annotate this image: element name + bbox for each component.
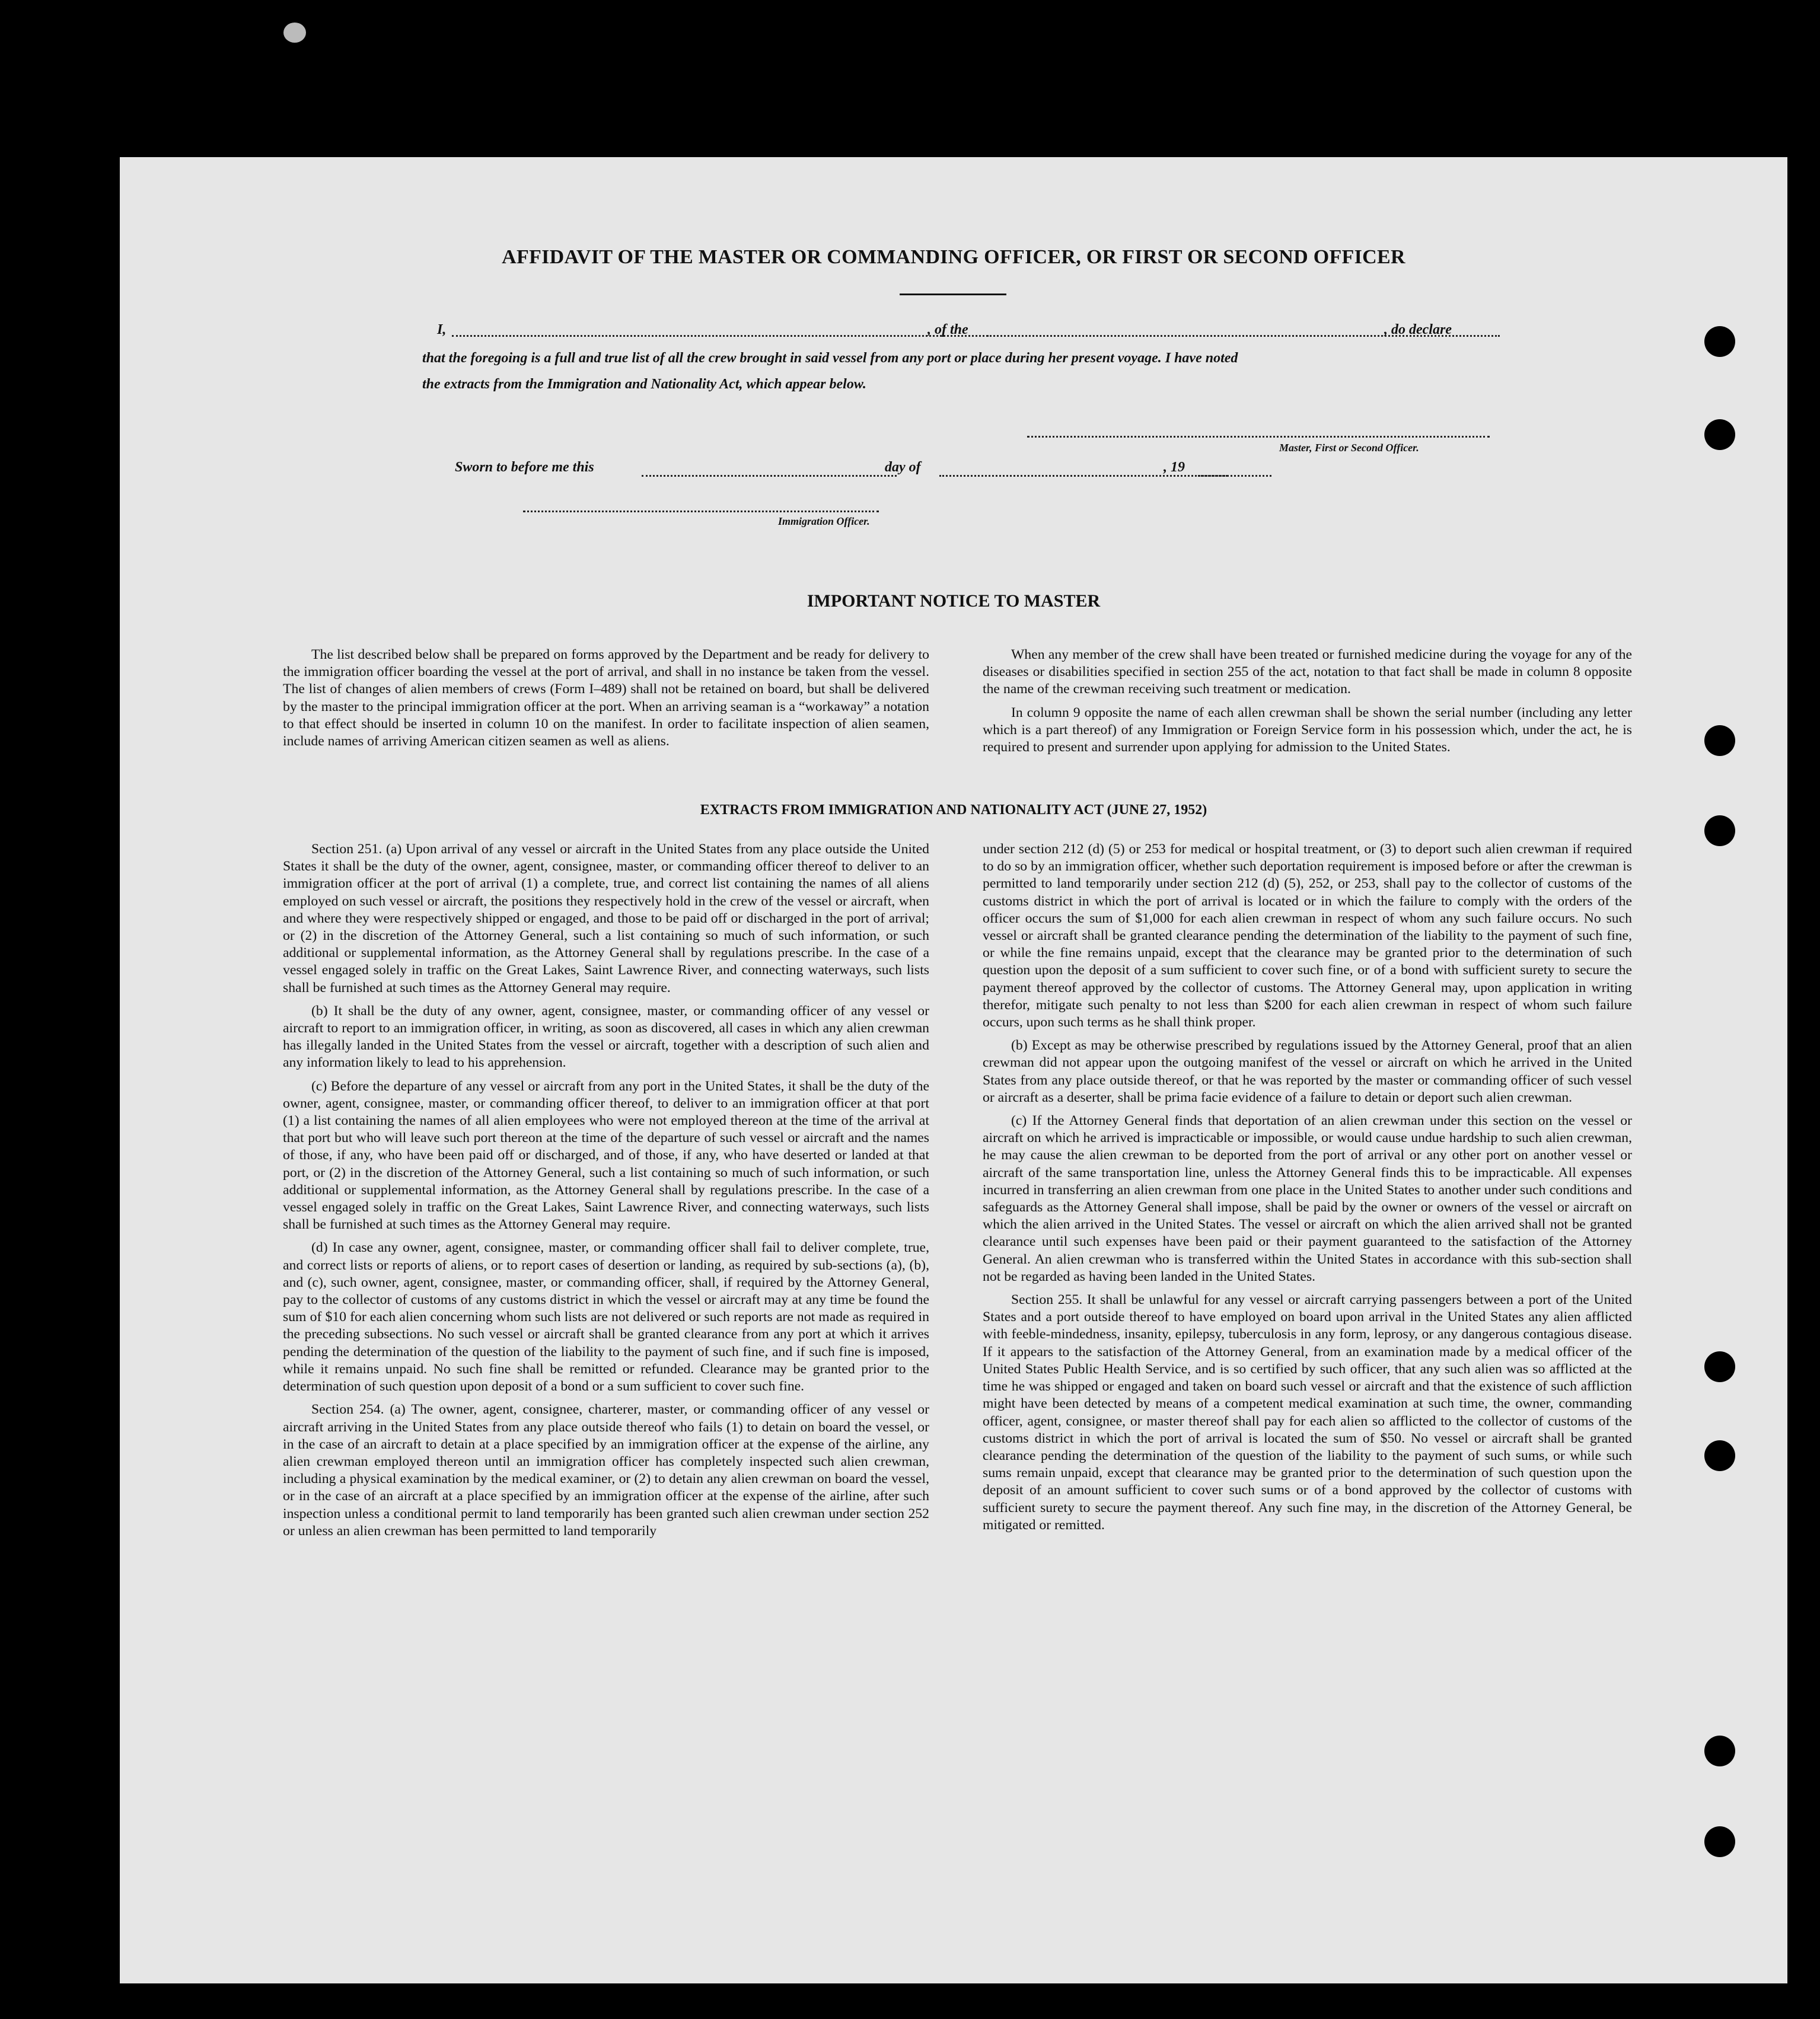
act-paragraph: under section 212 (d) (5) or 253 for medical or hospital treatment, or (3) to deport such alien crewman if required to do so by an immigration officer, whether such deportation requirement is imposed before or after the crewman is permitted to land temporarily under section 212 (d) (5), 252, or 253, shall pay to the collector of customs of the customs district in which the port of arrival is located or in which the failure to comply with the orders of the officer occurs the sum of $1,000 for each alien crewman in respect of whom any such failure occurs. No such vessel or aircraft shall be granted clearance pending the determination of the liability to the payment of such fine, or while the fine remains unpaid, except that the clearance may be granted prior to the determination of such question upon the deposit of a sum sufficient to cover such fine, or of a bond with sufficient surety to secure the payment thereof approved by the collector of customs. The Attorney General may, upon application in writing therefor, mitigate such penalty to not less than $200 for each alien crewman in respect of whom such failure occurs, upon such terms as he shall think proper. [983, 841, 1632, 1031]
punch-hole [1704, 1826, 1735, 1857]
notice-paragraph: In column 9 opposite the name of each allen crewman shall be shown the serial number (including any letter which is a part thereof) of any Immigration or Foreign Service form in his possession which, under the act, he is required to present and surrender upon applying for admission to the United States. [983, 704, 1632, 755]
punch-hole [1704, 326, 1735, 357]
sworn-year-blank[interactable] [1198, 475, 1228, 477]
notice-paragraph: The list described below shall be prepared on forms approved by the Department and be ready for delivery to the immigration officer boarding the vessel at the port of arrival, and shall in no instance be taken from the vessel. The list of changes of alien members of crews (Form I–489) shall not be retained on board, but shall be delivered by the master to the principal immigration officer at the port. When an arriving seaman is a “workaway” a notation to that effect should be inserted in column 10 on the manifest. In order to facilitate inspection of alien seamen, include names of arriving American citizen seamen as well as aliens. [283, 647, 929, 749]
sworn-day-blank[interactable] [642, 475, 897, 477]
act-paragraph: (b) It shall be the duty of any owner, agent, consignee, master, or commanding officer of any vessel or aircraft to report to an immigration officer, in writing, as soon as discovered, all cases in which any alien crewman has illegally landed in the United States from the vessel or aircraft, together with a description of such alien and any information likely to lead to his apprehension. [283, 1003, 929, 1071]
notice-title: IMPORTANT NOTICE TO MASTER [807, 591, 1101, 611]
act-paragraph: (c) If the Attorney General finds that deportation of an alien crewman under this section on the vessel or aircraft on which he arrived is impracticable or impossible, or would cause undue hardship to such alien crewman, he may cause the alien crewman to be deported from the port of arrival or any other port on another vessel or aircraft of the same transportation line, unless the Attorney General finds this to be impracticable. All expenses incurred in transferring an alien crewman from one place in the United States to another under such conditions and safeguards as the Attorney General shall impose, shall be paid by the owner or owners of the vessel or aircraft on which the alien arrived in the United States. The vessel or aircraft on which the alien arrived shall not be granted clearance until such expenses have been paid or their payment guaranteed to the satisfaction of the Attorney General. An alien crewman who is transferred within the United States in accordance with this sub-section shall not be regarded as having been landed in the United States. [983, 1113, 1632, 1284]
officer-signature-blank[interactable] [523, 511, 879, 512]
act-paragraph: (b) Except as may be otherwise prescribed by regulations issued by the Attorney General, proof that an alien crewman did not appear upon the outgoing manifest of the vessel or aircraft on which he arrived in the United States from any place outside thereof, or that he was reported by the master or commanding officer of such vessel or aircraft as a deserter, shall be prima facie evidence of a failure to detain or deport such alien crewman. [983, 1038, 1632, 1105]
year-label: , 19 [1164, 460, 1185, 475]
punch-hole [1704, 725, 1735, 756]
punch-hole [1704, 815, 1735, 846]
act-paragraph: Section 251. (a) Upon arrival of any vessel or aircraft in the United States from any place outside the United States it shall be the duty of the owner, agent, consignee, master, or commanding officer thereof to deliver to an immigration officer at the port of arrival (1) a complete, true, and correct list containing the names of all aliens employed on such vessel or aircraft, the positions they respectively hold in the crew of the vessel or aircraft, when and where they were respectively shipped or engaged, and those to be paid off or discharged in the port of arrival; or (2) in the discretion of the Attorney General, such a list containing so much of such information, or such additional or supplemental information, as the Attorney General shall by regulations prescribe. In the case of a vessel engaged solely in traffic on the Great Lakes, Saint Lawrence River, and connecting waterways, such lists shall be furnished at such times as the Attorney General may require. [283, 841, 929, 996]
notice-left-column [283, 646, 929, 750]
punch-hole [1704, 1736, 1735, 1766]
affidavit-declare-label: , do declare [1384, 322, 1452, 337]
sworn-label: Sworn to before me this [455, 460, 594, 475]
notice-right-column [983, 646, 1632, 756]
affidavit-statement-line: that the foregoing is a full and true list of all the crew brought in said vessel from any port or place during her present voyage. I have noted [422, 350, 1238, 366]
master-signature-blank[interactable] [1027, 436, 1490, 438]
act-paragraph: Section 255. It shall be unlawful for any vessel or aircraft carrying passengers between a port of the United States and a port outside thereof to have employed on board upon arrival in the United States any alien afflicted with feeble-mindedness, insanity, epilepsy, tuberculosis in any form, leprosy, or any dangerous contagious disease. If it appears to the satisfaction of the Attorney General, from an examination made by a medical officer of the United States Public Health Service, and is so certified by such officer, that any such alien was so afflicted at the time he was shipped or engaged and taken on board such vessel or aircraft and that the existence of such affliction might have been detected by means of a competent medical examination at such time, the owner, commanding officer, agent, consignee, or master thereof shall pay for each alien so afflicted to the collector of customs of the customs district in which the port of arrival is located the sum of $50. No vessel or aircraft shall be granted clearance pending the determination of the question of the liability to the payment of such sums, or while such sums remain unpaid, except that clearance may be granted prior to the determination of such question upon the deposit of an amount sufficient to cover such sums or of a bond approved by the collector of customs with sufficient surety to secure the payment thereof. Any such fine may, in the discretion of the Attorney General, be mitigated or remitted. [983, 1292, 1632, 1533]
affidavit-of-the-label: , of the [927, 322, 968, 337]
notice-paragraph: When any member of the crew shall have been treated or furnished medicine during the voyage for any of the diseases or disabilities specified in section 255 of the act, notation to that fact shall be made in column 8 opposite the name of the crewman receiving such treatment or medication. [983, 647, 1632, 697]
title-underline [900, 294, 1006, 295]
act-paragraph: (d) In case any owner, agent, consignee, master, or commanding officer shall fail to deliver complete, true, and correct lists or reports of aliens, or to report cases of desertion or landing, as required by sub-sections (a), (b), and (c), such owner, agent, consignee, master, or commanding officer, shall, if required by the Attorney General, pay to the collector of customs of any customs district in which the vessel or aircraft may at any time be found the sum of $10 for each alien concerning whom such lists are not delivered or such reports are not made as required in the preceding subsections. No such vessel or aircraft shall be granted clearance from any port at which it arrives pending the determination of the question of the liability to the payment of such fine, and if such fine is imposed, while it remains unpaid. No such fine shall be remitted or refunded. Clearance may be granted prior to the determination of such question upon deposit of a bond or a sum sufficient to cover such fine. [283, 1240, 929, 1395]
extracts-title: EXTRACTS FROM IMMIGRATION AND NATIONALITY ACT (JUNE 27, 1952) [700, 802, 1207, 818]
day-of-label: day of [885, 460, 921, 475]
extracts-right-column [983, 841, 1632, 1534]
punch-hole [1704, 1440, 1735, 1471]
officer-signature-caption: Immigration Officer. [778, 515, 870, 527]
affidavit-i-label: I, [437, 322, 447, 337]
master-signature-caption: Master, First or Second Officer. [1279, 442, 1419, 454]
punch-hole [1704, 419, 1735, 450]
act-paragraph: (c) Before the departure of any vessel or aircraft from any port in the United States, it shall be the duty of the owner, agent, consignee, master, or commanding officer thereof, to deliver to an immigration officer at that port (1) a list containing the names of all alien employees who were not employed thereon at the time of the arrival at that port but who will leave such port thereon at the time of the departure of such vessel or aircraft and the names of those, if any, who have been paid off or discharged, and of those, if any, who have deserted or landed at that port, or (2) in the discretion of the Attorney General, such a list containing so much of such information, or such additional or supplemental information, as the Attorney General shall by regulations prescribe. In the case of a vessel engaged solely in traffic on the Great Lakes, Saint Lawrence River, and connecting waterways, such lists shall be furnished at such times as the Attorney General may require. [283, 1078, 929, 1233]
affidavit-title: AFFIDAVIT OF THE MASTER OR COMMANDING OFFICER, OR FIRST OR SECOND OFFICER [502, 246, 1405, 268]
document-page [120, 157, 1787, 1983]
extracts-left-column [283, 841, 929, 1540]
act-paragraph: Section 254. (a) The owner, agent, consignee, charterer, master, or commanding officer of any vessel or aircraft arriving in the United States from any place outside thereof who fails (1) to detain on board the vessel, or in the case of an aircraft to detain at a place specified by an immigration officer at the expense of the airline, any alien crewman employed thereon until an immigration officer has completely inspected such alien crewman, including a physical examination by the medical examiner, or (2) to detain any alien crewman on board the vessel, or in the case of an aircraft at a place specified by an immigration officer at the expense of the airline, after such inspection unless a conditional permit to land temporarily has been granted such alien crewman under section 252 or unless an alien crewman has been permitted to land temporarily [283, 1402, 929, 1539]
punch-hole [1704, 1351, 1735, 1382]
affidavit-statement-line2: the extracts from the Immigration and Nationality Act, which appear below. [422, 377, 866, 392]
scan-smudge [283, 23, 306, 43]
